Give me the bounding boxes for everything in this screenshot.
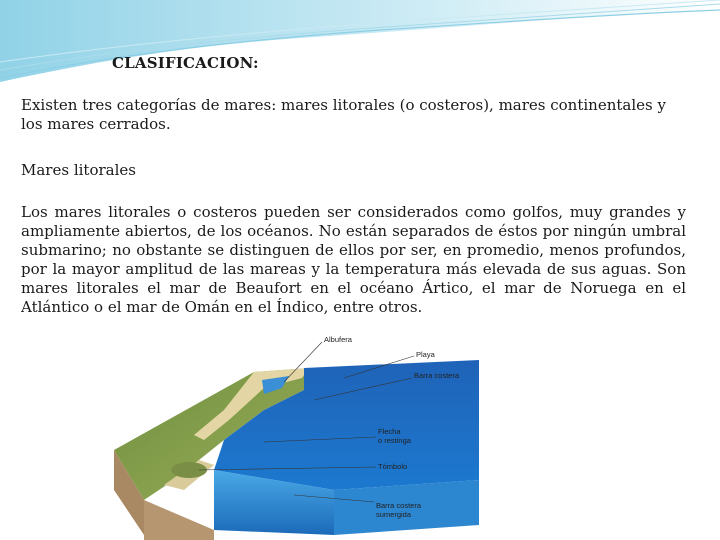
label-barra-sumergida: Barra costera (376, 501, 422, 510)
body-paragraph: Los mares litorales o costeros pueden ser considerados como golfos, muy grandes y ampliamente abiertos, de los océanos. No están separados de éstos por ningún umbral submarino; no obstante se distinguen de ellos por ser, en promedio, menos profundos, por la mayor amplitud de las mareas y la temperatura más elevada de sus aguas. Son mares litorales el mar de Beaufort en el océano Ártico, el mar de Noruega en el Atlántico o el mar de Omán en el Índico, entre otros. (21, 203, 686, 316)
slide-title: CLASIFICACION: (112, 54, 259, 72)
label-barra-costera: Barra costera (414, 371, 460, 380)
section-heading: Mares litorales (21, 161, 136, 179)
label-flecha: Flecha (378, 427, 401, 436)
label-playa: Playa (416, 350, 435, 359)
label-tombolo: Tómbolo (378, 462, 408, 471)
label-restinga: o restinga (378, 436, 411, 445)
header-wave-decoration (0, 0, 720, 90)
label-sumergida: sumergida (376, 510, 412, 519)
label-albufera: Albufera (324, 335, 352, 344)
intro-paragraph: Existen tres categorías de mares: mares litorales (o costeros), mares continentales y los mares cerrados. (21, 96, 666, 133)
coastal-landforms-diagram (104, 330, 504, 540)
